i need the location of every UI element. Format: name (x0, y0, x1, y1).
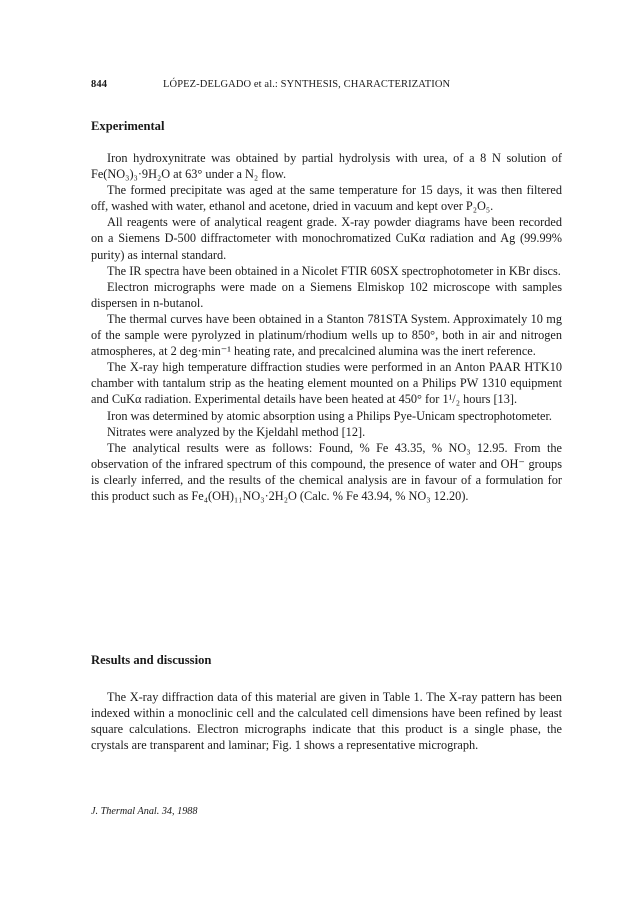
paragraph: The IR spectra have been obtained in a Nicolet FTIR 60SX spectrophotometer in KBr discs. (107, 263, 561, 278)
experimental-section (91, 150, 562, 504)
experimental-heading: Experimental (91, 119, 165, 133)
results-heading: Results and discussion (91, 653, 212, 667)
page-number: 844 (91, 79, 108, 90)
paragraph: All reagents were of analytical reagent grade. X-ray powder diagrams have been recorded on a Siemens D-500 diffractometer with monochromatized CuKα radiation and Ag (99.99% purity) as internal standard. (91, 215, 562, 262)
paragraph: Iron was determined by atomic absorption using a Philips Pye-Unicam spectrophotometer. (107, 408, 552, 423)
paragraph: The thermal curves have been obtained in a Stanton 781STA System. Approximately 10 mg of the sample were pyrolyzed in platinum/rhodium wells up to 850°, both in air and nitrogen atmospheres, at 2 deg·min⁻¹ heating rate, and precalcined alumina was the inert reference. (91, 311, 562, 359)
paragraph: The formed precipitate was aged at the same temperature for 15 days, it was then filtered off, washed with water, ethanol and acetone, dried in vacuum and kept over P₂O₅. (91, 183, 562, 214)
paragraph: Nitrates were analyzed by the Kjeldahl method [12]. (107, 424, 366, 439)
paragraph: The X-ray high temperature diffraction studies were performed in an Anton PAAR HTK10 chamber with tantalum strip as the heating element mounted on a Philips PW 1310 equipment and CuKα radiation. Experimental details have been heated at 450° for 1¹/₂ hours [13]. (91, 360, 562, 407)
paragraph: The X-ray diffraction data of this material are given in Table 1. The X-ray pattern has been indexed within a monoclinic cell and the calculated cell dimensions have been refined by least square calculations. Electron micrographs indicate that this product is a single phase, the crystals are transparent and laminar; Fig. 1 shows a representative micrograph. (91, 690, 562, 753)
paragraph: The analytical results were as follows: Found, % Fe 43.35, % NO₃ 12.95. From the observation of the infrared spectrum of this compound, the presence of water and OH⁻ groups is clearly inferred, and the results of the chemical analysis are in favour of a formulation for this product such as Fe₄(OH)₁₁NO₃·2H₂O (Calc. % Fe 43.94, % NO₃ 12.20). (91, 440, 562, 503)
running-header (91, 79, 561, 90)
journal-footer: J. Thermal Anal. 34, 1988 (91, 806, 198, 817)
paragraph: Iron hydroxynitrate was obtained by partial hydrolysis with urea, of a 8 N solution of Fe(NO₃)₃·9H₂O at 63° under a N₂ flow. (91, 151, 562, 182)
results-section (91, 689, 562, 753)
paragraph: Electron micrographs were made on a Siemens Elmiskop 102 microscope with samples dispersen in n-butanol. (91, 279, 562, 310)
running-title: LÓPEZ-DELGADO et al.: SYNTHESIS, CHARACTERIZATION (163, 79, 451, 90)
